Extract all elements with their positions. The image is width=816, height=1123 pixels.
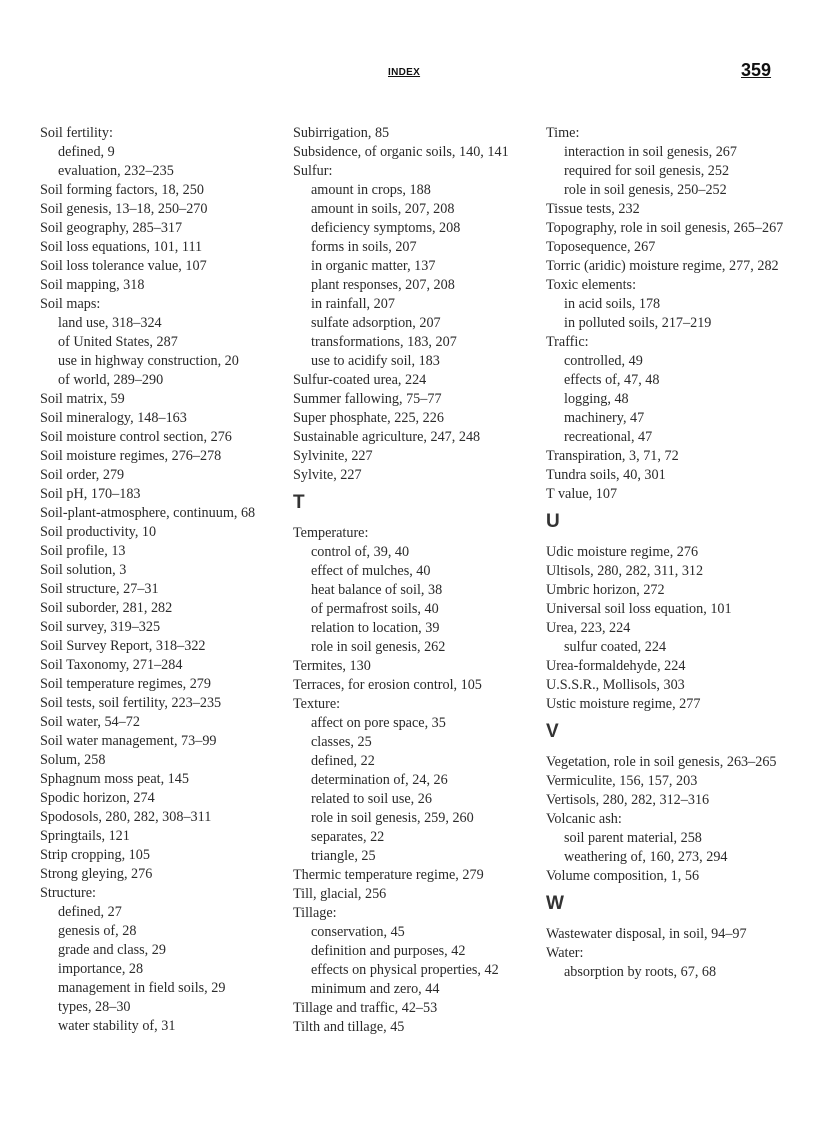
index-entry: Spodosols, 280, 282, 308–311 <box>40 809 212 825</box>
index-subentry: forms in soils, 207 <box>311 239 417 255</box>
index-entry: Soil water management, 73–99 <box>40 733 217 749</box>
index-entry: Sustainable agriculture, 247, 248 <box>293 429 481 445</box>
index-entry: Soil profile, 13 <box>40 543 126 559</box>
index-entry: Texture: <box>293 696 341 712</box>
index-subentry: importance, 28 <box>58 961 144 977</box>
index-entry: Sylvite, 227 <box>293 467 362 483</box>
index-entry: Summer fallowing, 75–77 <box>293 391 442 407</box>
index-column-3 <box>546 124 796 982</box>
index-entry: Udic moisture regime, 276 <box>546 544 699 560</box>
index-entry: Soil structure, 27–31 <box>40 581 159 597</box>
index-subentry: recreational, 47 <box>564 429 653 445</box>
index-column-2 <box>293 124 541 1037</box>
index-subentry: genesis of, 28 <box>58 923 137 939</box>
index-subentry: role in soil genesis, 262 <box>311 639 446 655</box>
index-entry: Tilth and tillage, 45 <box>293 1019 405 1035</box>
index-entry: Sphagnum moss peat, 145 <box>40 771 189 787</box>
index-subentry: evaluation, 232–235 <box>58 163 174 179</box>
index-subentry: use to acidify soil, 183 <box>311 353 440 369</box>
index-entry: Urea-formaldehyde, 224 <box>546 658 686 674</box>
index-subentry: role in soil genesis, 250–252 <box>564 182 727 198</box>
index-entry: Toposequence, 267 <box>546 239 656 255</box>
index-entry: Temperature: <box>293 525 369 541</box>
index-entry: Soil temperature regimes, 279 <box>40 676 211 692</box>
index-entry: Universal soil loss equation, 101 <box>546 601 732 617</box>
index-entry: Topography, role in soil genesis, 265–267 <box>546 220 784 236</box>
letter-heading: W <box>546 893 564 914</box>
index-subentry: in rainfall, 207 <box>311 296 395 312</box>
index-entry: Vegetation, role in soil genesis, 263–265 <box>546 754 777 770</box>
index-entry: Sulfur-coated urea, 224 <box>293 372 427 388</box>
index-subentry: management in field soils, 29 <box>58 980 226 996</box>
index-entry: Ultisols, 280, 282, 311, 312 <box>546 563 704 579</box>
index-subentry: use in highway construction, 20 <box>58 353 239 369</box>
index-subentry: soil parent material, 258 <box>564 830 702 846</box>
index-entry: Termites, 130 <box>293 658 371 674</box>
index-subentry: triangle, 25 <box>311 848 376 864</box>
index-entry: Soil forming factors, 18, 250 <box>40 182 204 198</box>
index-subentry: defined, 22 <box>311 753 375 769</box>
index-entry: Soil Survey Report, 318–322 <box>40 638 206 654</box>
index-entry: Torric (aridic) moisture regime, 277, 282 <box>546 258 779 274</box>
index-subentry: defined, 27 <box>58 904 122 920</box>
index-subentry: transformations, 183, 207 <box>311 334 457 350</box>
index-entry: Ustic moisture regime, 277 <box>546 696 701 712</box>
index-entry: Subsidence, of organic soils, 140, 141 <box>293 144 509 160</box>
index-entry: Soil pH, 170–183 <box>40 486 141 502</box>
index-entry: Soil order, 279 <box>40 467 125 483</box>
index-subentry: minimum and zero, 44 <box>311 981 440 997</box>
index-subentry: control of, 39, 40 <box>311 544 410 560</box>
index-entry: Sylvinite, 227 <box>293 448 373 464</box>
index-subentry: grade and class, 29 <box>58 942 166 958</box>
index-subentry: role in soil genesis, 259, 260 <box>311 810 474 826</box>
index-entry: Strong gleying, 276 <box>40 866 153 882</box>
index-entry: Soil genesis, 13–18, 250–270 <box>40 201 208 217</box>
index-entry: Water: <box>546 945 584 961</box>
index-entry: Umbric horizon, 272 <box>546 582 665 598</box>
index-entry: T value, 107 <box>546 486 618 502</box>
index-entry: Soil moisture regimes, 276–278 <box>40 448 222 464</box>
index-subentry: defined, 9 <box>58 144 115 160</box>
index-subentry: sulfate adsorption, 207 <box>311 315 441 331</box>
index-subentry: classes, 25 <box>311 734 372 750</box>
index-entry: Soil fertility: <box>40 125 113 141</box>
index-subentry: land use, 318–324 <box>58 315 162 331</box>
index-entry: Tissue tests, 232 <box>546 201 640 217</box>
index-entry: Soil productivity, 10 <box>40 524 157 540</box>
index-entry: Soil matrix, 59 <box>40 391 125 407</box>
index-entry: Volume composition, 1, 56 <box>546 868 700 884</box>
index-entry: Time: <box>546 125 580 141</box>
index-subentry: in acid soils, 178 <box>564 296 661 312</box>
index-entry: Volcanic ash: <box>546 811 622 827</box>
index-subentry: in organic matter, 137 <box>311 258 436 274</box>
index-entry: Traffic: <box>546 334 589 350</box>
running-head: INDEX <box>388 67 421 78</box>
index-subentry: conservation, 45 <box>311 924 405 940</box>
index-subentry: deficiency symptoms, 208 <box>311 220 461 236</box>
index-subentry: amount in crops, 188 <box>311 182 431 198</box>
index-entry: Soil mapping, 318 <box>40 277 145 293</box>
index-subentry: heat balance of soil, 38 <box>311 582 443 598</box>
index-entry: Soil moisture control section, 276 <box>40 429 232 445</box>
index-entry: Soil survey, 319–325 <box>40 619 161 635</box>
index-subentry: effects on physical properties, 42 <box>311 962 499 978</box>
index-entry: Strip cropping, 105 <box>40 847 150 863</box>
letter-heading: U <box>546 511 560 532</box>
index-entry: Tillage: <box>293 905 337 921</box>
index-subentry: separates, 22 <box>311 829 385 845</box>
index-subentry: relation to location, 39 <box>311 620 440 636</box>
index-entry: Vertisols, 280, 282, 312–316 <box>546 792 710 808</box>
index-entry: Soil mineralogy, 148–163 <box>40 410 187 426</box>
index-entry: Wastewater disposal, in soil, 94–97 <box>546 926 747 942</box>
index-subentry: required for soil genesis, 252 <box>564 163 730 179</box>
index-entry: Transpiration, 3, 71, 72 <box>546 448 679 464</box>
index-entry: Soil-plant-atmosphere, continuum, 68 <box>40 505 256 521</box>
index-subentry: logging, 48 <box>564 391 629 407</box>
index-entry: Solum, 258 <box>40 752 106 768</box>
index-entry: Soil tests, soil fertility, 223–235 <box>40 695 222 711</box>
index-subentry: effects of, 47, 48 <box>564 372 660 388</box>
index-entry: Till, glacial, 256 <box>293 886 387 902</box>
index-entry: Soil maps: <box>40 296 101 312</box>
index-entry: Soil water, 54–72 <box>40 714 140 730</box>
index-entry: Soil Taxonomy, 271–284 <box>40 657 183 673</box>
letter-heading: T <box>293 492 305 513</box>
index-entry: Vermiculite, 156, 157, 203 <box>546 773 698 789</box>
index-subentry: machinery, 47 <box>564 410 645 426</box>
index-subentry: determination of, 24, 26 <box>311 772 448 788</box>
index-subentry: definition and purposes, 42 <box>311 943 466 959</box>
index-subentry: water stability of, 31 <box>58 1018 176 1034</box>
index-entry: Soil solution, 3 <box>40 562 127 578</box>
index-entry: Terraces, for erosion control, 105 <box>293 677 482 693</box>
index-subentry: absorption by roots, 67, 68 <box>564 964 717 980</box>
index-entry: Soil loss tolerance value, 107 <box>40 258 207 274</box>
index-subentry: types, 28–30 <box>58 999 131 1015</box>
index-column-1 <box>40 124 285 1036</box>
index-subentry: related to soil use, 26 <box>311 791 432 807</box>
index-entry: Thermic temperature regime, 279 <box>293 867 484 883</box>
index-entry: U.S.S.R., Mollisols, 303 <box>546 677 685 693</box>
index-entry: Subirrigation, 85 <box>293 125 390 141</box>
index-subentry: amount in soils, 207, 208 <box>311 201 455 217</box>
index-entry: Structure: <box>40 885 96 901</box>
index-subentry: affect on pore space, 35 <box>311 715 446 731</box>
index-subentry: of United States, 287 <box>58 334 178 350</box>
index-entry: Super phosphate, 225, 226 <box>293 410 444 426</box>
page-number: 359 <box>741 60 772 80</box>
index-subentry: of world, 289–290 <box>58 372 164 388</box>
index-subentry: of permafrost soils, 40 <box>311 601 439 617</box>
letter-heading: V <box>546 721 559 742</box>
index-entry: Soil loss equations, 101, 111 <box>40 239 203 255</box>
index-entry: Tillage and traffic, 42–53 <box>293 1000 438 1016</box>
index-entry: Tundra soils, 40, 301 <box>546 467 666 483</box>
index-entry: Sulfur: <box>293 163 333 179</box>
index-entry: Soil geography, 285–317 <box>40 220 183 236</box>
index-subentry: effect of mulches, 40 <box>311 563 431 579</box>
index-entry: Springtails, 121 <box>40 828 130 844</box>
index-subentry: plant responses, 207, 208 <box>311 277 455 293</box>
index-entry: Toxic elements: <box>546 277 637 293</box>
index-entry: Urea, 223, 224 <box>546 620 631 636</box>
index-entry: Spodic horizon, 274 <box>40 790 155 806</box>
index-subentry: weathering of, 160, 273, 294 <box>564 849 728 865</box>
index-entry: Soil suborder, 281, 282 <box>40 600 173 616</box>
index-subentry: interaction in soil genesis, 267 <box>564 144 737 160</box>
index-subentry: controlled, 49 <box>564 353 643 369</box>
index-subentry: in polluted soils, 217–219 <box>564 315 712 331</box>
page-header <box>0 0 816 100</box>
index-subentry: sulfur coated, 224 <box>564 639 667 655</box>
